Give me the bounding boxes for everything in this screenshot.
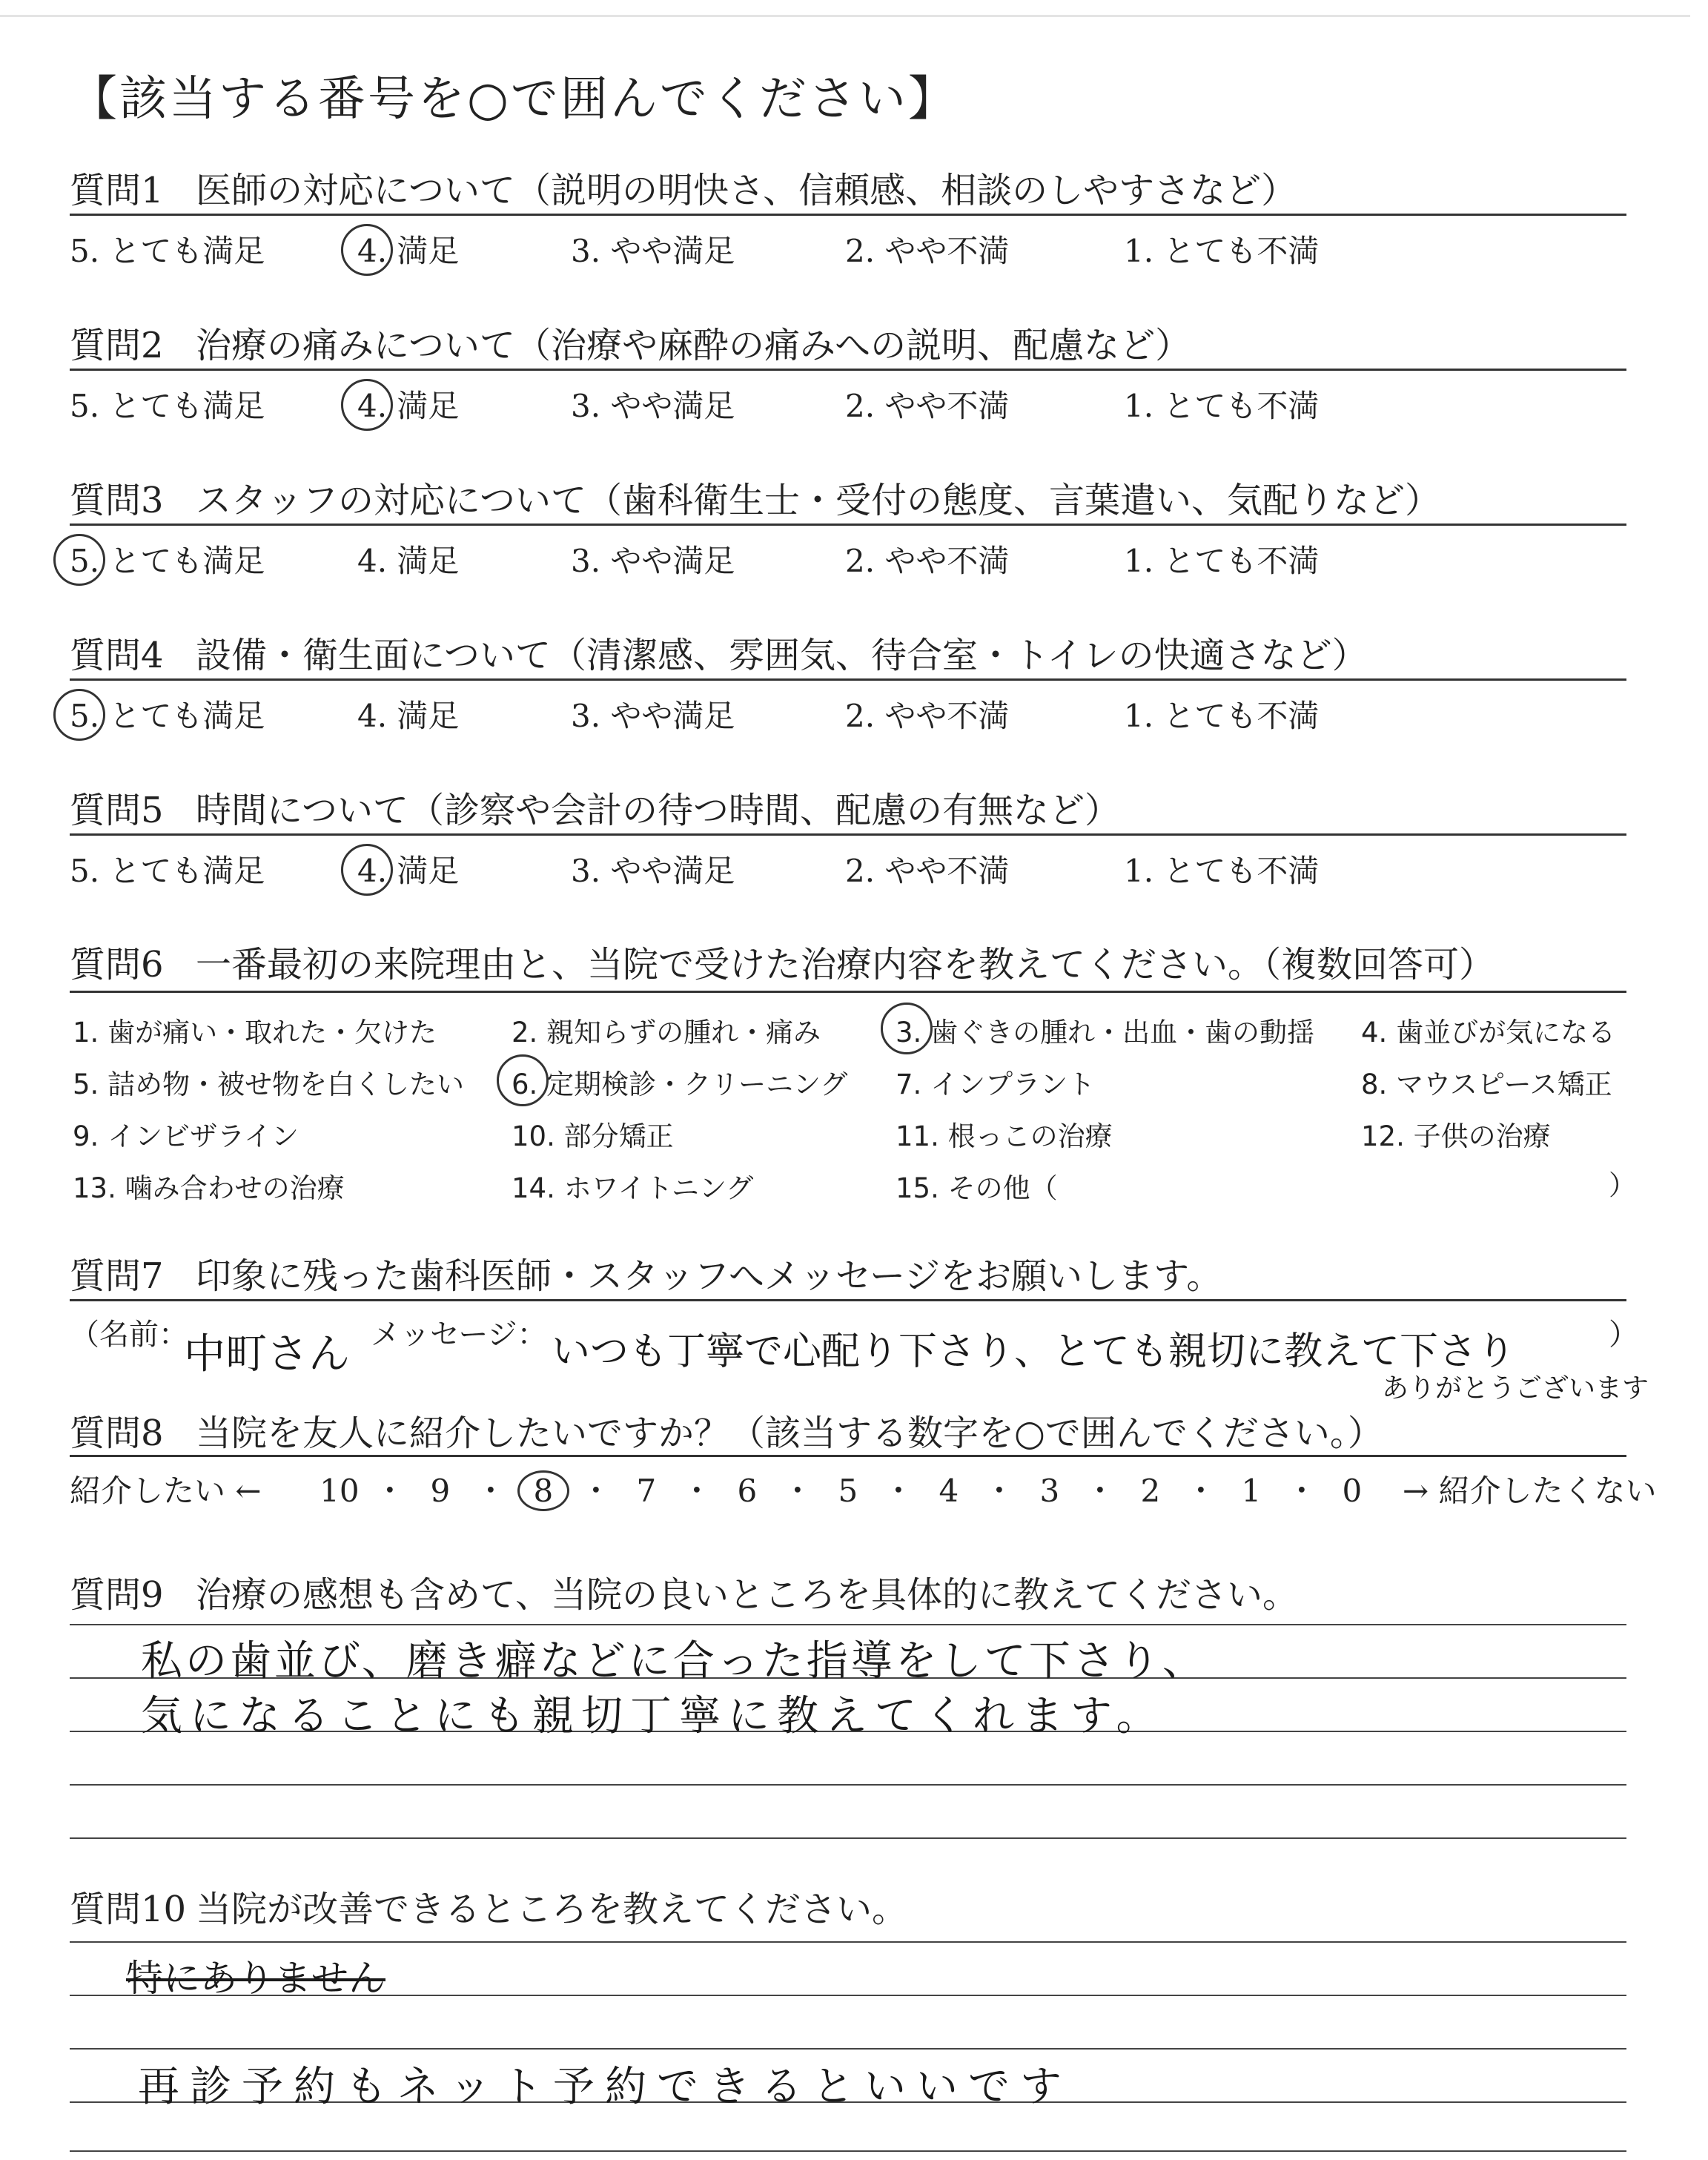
question-10-text: 当院が改善できるところを教えてください。: [196, 1889, 908, 1930]
question-5-title: [70, 782, 1120, 833]
q4-option-1[interactable]: 1. とても不満: [1124, 698, 1320, 734]
q1-option-2[interactable]: 2. やや不満: [845, 233, 1010, 269]
q6-option-6[interactable]: 6. 定期検診・クリーニング: [512, 1069, 848, 1100]
question-7-text: 印象に残った歯科医師・スタッフへメッセージをお願いします。: [196, 1255, 1222, 1297]
question-8-title: [70, 1404, 1383, 1456]
q5-option-5[interactable]: 5. とても満足: [70, 853, 265, 889]
q6-other-close-paren: ）: [1609, 1169, 1636, 1201]
q1-option-4[interactable]: 4. 満足: [357, 233, 460, 269]
q7-message-value[interactable]: いつも丁寧で心配り下さり、とても親切に教えて下さり: [552, 1330, 1516, 1374]
q6-option-7[interactable]: 7. インプラント: [896, 1069, 1096, 1100]
question-2-number: 質問2: [70, 325, 164, 366]
q6-option-3[interactable]: 3. 歯ぐきの腫れ・出血・歯の動揺: [896, 1017, 1315, 1048]
q10-writing-line-5: [70, 2150, 1626, 2152]
question-3-number: 質問3: [70, 480, 164, 521]
q7-message-value-2[interactable]: ありがとうございます: [1382, 1373, 1649, 1404]
q4-option-4[interactable]: 4. 満足: [357, 698, 460, 734]
question-4-rule: [70, 678, 1626, 681]
question-7-title: [70, 1247, 1222, 1298]
q7-close-paren: ）: [1609, 1318, 1638, 1352]
scale-value-3[interactable]: 3: [1039, 1473, 1060, 1509]
q5-option-4[interactable]: 4. 満足: [357, 853, 460, 889]
q6-option-13[interactable]: 13. 噛み合わせの治療: [73, 1172, 345, 1204]
scale-value-7[interactable]: 7: [636, 1473, 657, 1509]
q6-option-15[interactable]: 15. その他（: [896, 1172, 1058, 1204]
question-9-text: 治療の感想も含めて、当院の良いところを具体的に教えてください。: [196, 1574, 1299, 1616]
scale-value-6[interactable]: 6: [737, 1473, 758, 1509]
q4-option-5[interactable]: 5. とても満足: [70, 698, 265, 734]
scale-value-8[interactable]: 8: [517, 1470, 569, 1511]
q7-name-value[interactable]: 中町さん: [184, 1330, 350, 1378]
question-4-text: 設備・衛生面について（清潔感、雰囲気、待合室・トイレの快適さなど）: [196, 635, 1368, 676]
question-1-number: 質問1: [70, 170, 164, 211]
q9-answer-line-2[interactable]: 気になることにも親切丁寧に教えてくれます。: [141, 1692, 1165, 1740]
q10-struck-answer[interactable]: 特にありません: [126, 1957, 385, 2000]
q10-writing-line-1: [70, 1941, 1626, 1943]
q2-option-3[interactable]: 3. やや満足: [571, 388, 735, 424]
scale-value-2[interactable]: 2: [1140, 1473, 1161, 1509]
q10-writing-line-3: [70, 2048, 1626, 2050]
q7-message-label: メッセージ：: [371, 1318, 547, 1352]
question-5-number: 質問5: [70, 790, 164, 831]
q10-answer[interactable]: 再診予約もネット予約できるといいです: [138, 2063, 1072, 2111]
q3-option-1[interactable]: 1. とても不満: [1124, 543, 1320, 579]
question-7-rule: [70, 1299, 1626, 1301]
q6-option-4[interactable]: 4. 歯並びが気になる: [1361, 1017, 1616, 1048]
q6-option-1[interactable]: 1. 歯が痛い・取れた・欠けた: [73, 1017, 437, 1048]
instructions-header: 【該当する番号を○で囲んでください】: [70, 72, 958, 127]
q6-option-5[interactable]: 5. 詰め物・被せ物を白くしたい: [73, 1069, 465, 1100]
q5-option-1[interactable]: 1. とても不満: [1124, 853, 1320, 889]
page-top-border: [0, 15, 1690, 17]
q4-option-2[interactable]: 2. やや不満: [845, 698, 1010, 734]
question-3-text: スタッフの対応について（歯科衛生士・受付の態度、言葉遣い、気配りなど）: [196, 480, 1441, 521]
scale-separator: ・: [983, 1473, 1015, 1509]
scale-left-label: 紹介したい ←: [70, 1473, 262, 1509]
question-8-text: 当院を友人に紹介したいですか？（該当する数字を○で囲んでください。）: [196, 1413, 1383, 1454]
scale-separator: ・: [374, 1473, 406, 1509]
question-6-number: 質問6: [70, 944, 164, 985]
question-4-number: 質問4: [70, 635, 164, 676]
question-8-rule: [70, 1455, 1626, 1457]
scale-value-10[interactable]: 10: [320, 1473, 360, 1509]
question-1-text: 医師の対応について（説明の明快さ、信頼感、相談のしやすさなど）: [196, 170, 1297, 211]
q2-option-1[interactable]: 1. とても不満: [1124, 388, 1320, 424]
q3-option-5[interactable]: 5. とても満足: [70, 543, 265, 579]
scale-separator: ・: [781, 1473, 813, 1509]
q2-option-5[interactable]: 5. とても満足: [70, 388, 265, 424]
q5-selected-circle: [341, 844, 393, 896]
question-5-rule: [70, 833, 1626, 836]
question-6-text: 一番最初の来院理由と、当院で受けた治療内容を教えてください。（複数回答可）: [196, 944, 1495, 985]
question-3-title: [70, 472, 1440, 523]
scale-separator: ・: [1285, 1473, 1317, 1509]
q9-writing-line-5: [70, 1837, 1626, 1839]
question-2-rule: [70, 369, 1626, 371]
scale-right-label: → 紹介したくない: [1402, 1473, 1657, 1509]
q6-selected-circle-6: [497, 1054, 549, 1106]
question-2-text: 治療の痛みについて（治療や麻酔の痛みへの説明、配慮など）: [196, 325, 1191, 366]
scale-separator: ・: [1185, 1473, 1217, 1509]
q6-option-10[interactable]: 10. 部分矯正: [512, 1120, 674, 1152]
question-1-rule: [70, 214, 1626, 216]
q3-option-4[interactable]: 4. 満足: [357, 543, 460, 579]
q5-option-3[interactable]: 3. やや満足: [571, 853, 735, 889]
scale-separator: ・: [681, 1473, 712, 1509]
scale-separator: ・: [474, 1473, 506, 1509]
q6-option-11[interactable]: 11. 根っこの治療: [896, 1120, 1113, 1152]
question-10-number: 質問10: [70, 1889, 187, 1930]
q6-option-14[interactable]: 14. ホワイトニング: [512, 1172, 754, 1204]
scale-separator: ・: [580, 1473, 612, 1509]
q1-option-1[interactable]: 1. とても不満: [1124, 233, 1320, 269]
q6-option-8[interactable]: 8. マウスピース矯正: [1361, 1069, 1612, 1100]
q2-option-2[interactable]: 2. やや不満: [845, 388, 1010, 424]
scale-value-4[interactable]: 4: [939, 1473, 959, 1509]
scale-value-1[interactable]: 1: [1241, 1473, 1262, 1509]
question-9-number: 質問9: [70, 1574, 164, 1616]
q9-writing-line-1: [70, 1624, 1626, 1625]
q3-selected-circle: [53, 534, 105, 586]
scale-value-5[interactable]: 5: [838, 1473, 858, 1509]
scale-separator: ・: [882, 1473, 914, 1509]
question-6-rule: [70, 991, 1626, 993]
question-10-title: [70, 1880, 907, 1932]
question-5-text: 時間について（診察や会計の待つ時間、配慮の有無など）: [196, 790, 1121, 831]
q6-selected-circle-3: [881, 1003, 933, 1054]
question-6-title: [70, 936, 1494, 987]
question-9-title: [70, 1566, 1298, 1617]
question-4-title: [70, 627, 1368, 678]
q3-option-3[interactable]: 3. やや満足: [571, 543, 735, 579]
q4-selected-circle: [53, 689, 105, 741]
q1-selected-circle: [341, 224, 393, 276]
q2-selected-circle: [341, 379, 393, 431]
q6-option-9[interactable]: 9. インビザライン: [73, 1120, 299, 1152]
question-1-title: [70, 162, 1297, 213]
scale-value-9[interactable]: 9: [430, 1473, 451, 1509]
q2-option-4[interactable]: 4. 満足: [357, 388, 460, 424]
q5-option-2[interactable]: 2. やや不満: [845, 853, 1010, 889]
q7-name-label: （名前：: [70, 1318, 188, 1352]
q6-option-2[interactable]: 2. 親知らずの腫れ・痛み: [512, 1017, 821, 1048]
question-3-rule: [70, 524, 1626, 526]
question-2-title: [70, 317, 1191, 368]
question-8-number: 質問8: [70, 1413, 164, 1454]
q1-option-3[interactable]: 3. やや満足: [571, 233, 735, 269]
q6-option-12[interactable]: 12. 子供の治療: [1361, 1120, 1551, 1152]
scale-value-0[interactable]: 0: [1342, 1473, 1363, 1509]
scale-separator: ・: [1084, 1473, 1116, 1509]
recommendation-scale: [70, 1467, 1656, 1511]
question-7-number: 質問7: [70, 1255, 164, 1297]
q3-option-2[interactable]: 2. やや不満: [845, 543, 1010, 579]
q4-option-3[interactable]: 3. やや満足: [571, 698, 735, 734]
q9-answer-line-1[interactable]: 私の歯並び、磨き癖などに合った指導をして下さり、: [141, 1637, 1207, 1685]
q1-option-5[interactable]: 5. とても満足: [70, 233, 265, 269]
q9-writing-line-4: [70, 1784, 1626, 1786]
